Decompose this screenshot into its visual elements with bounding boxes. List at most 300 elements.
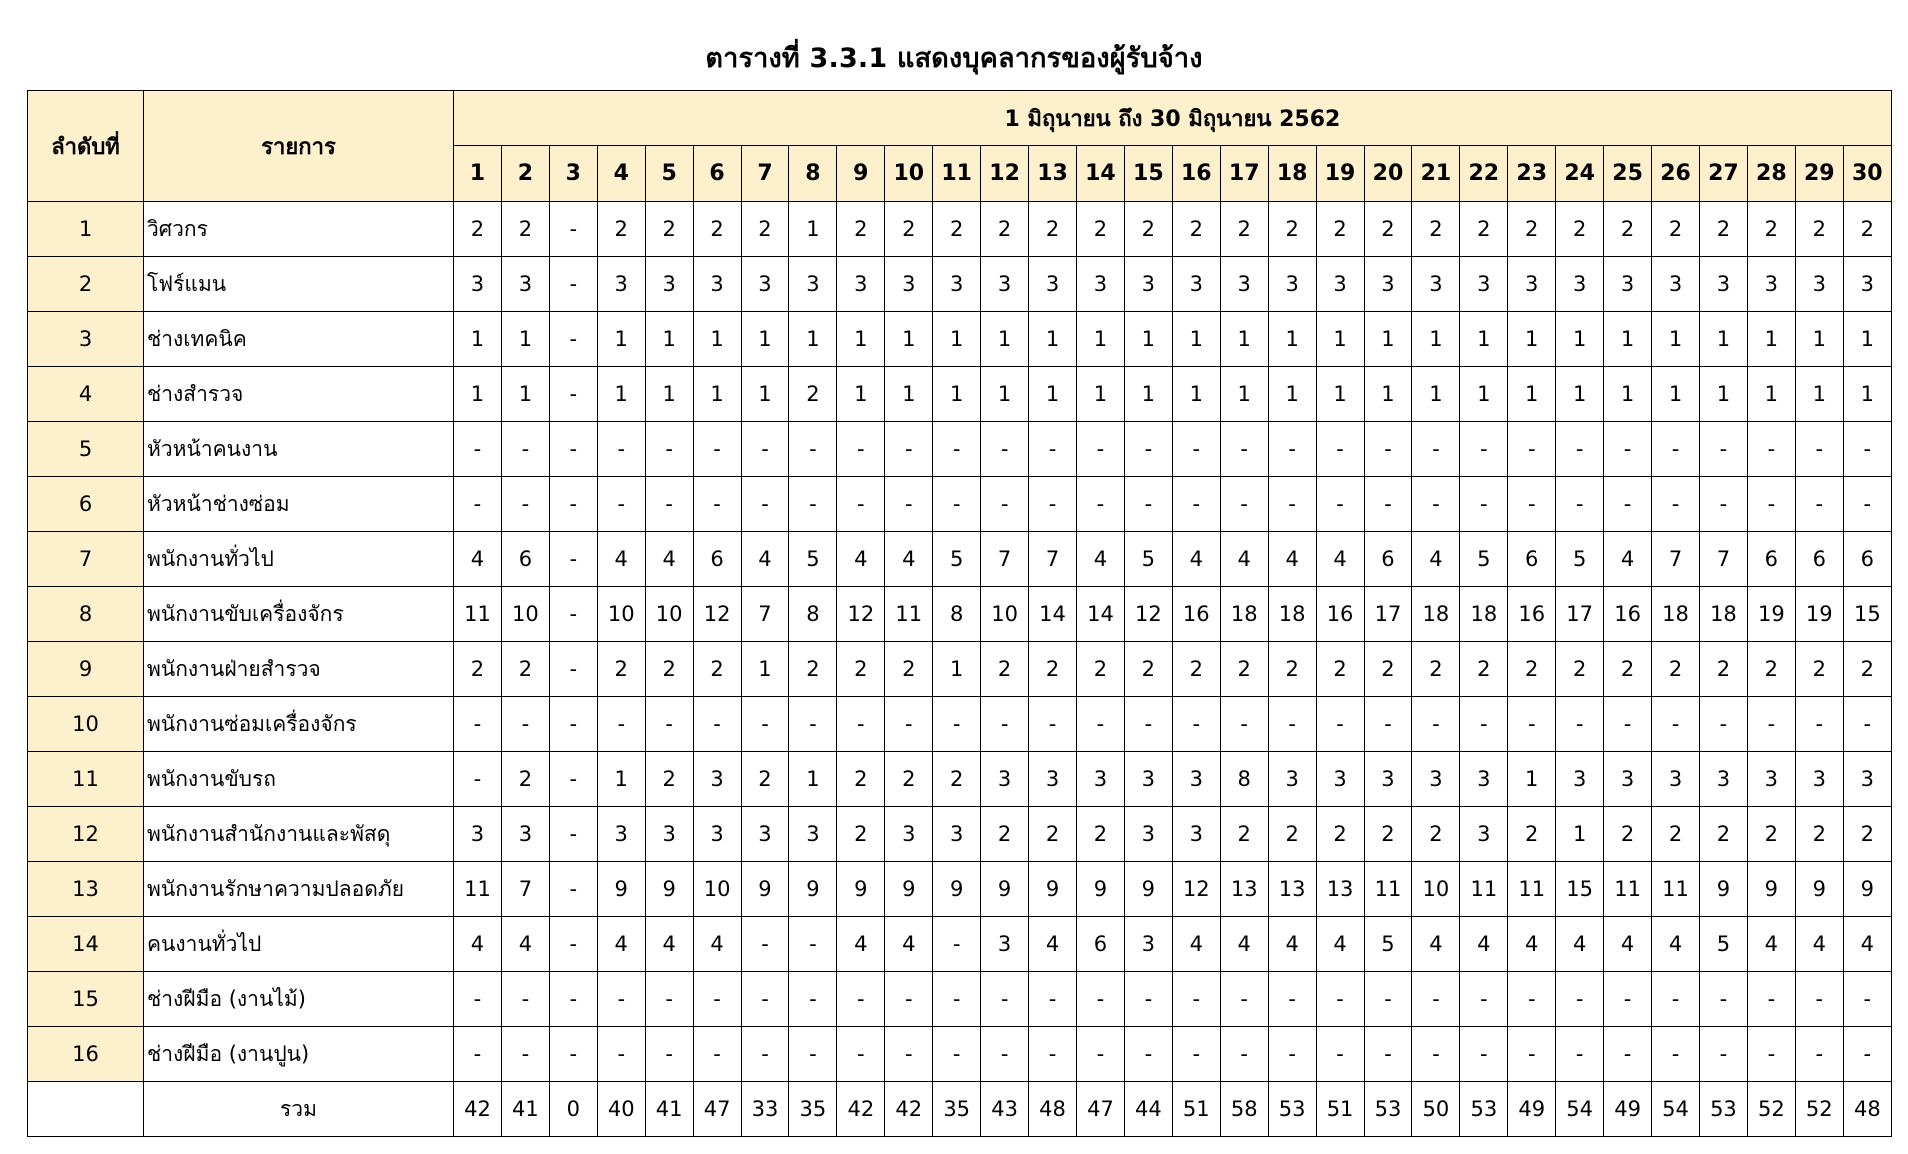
day-value-cell: 19 bbox=[1747, 587, 1795, 642]
day-value-cell: - bbox=[1604, 972, 1652, 1027]
day-value-cell: - bbox=[549, 862, 597, 917]
day-value-cell: 15 bbox=[1556, 862, 1604, 917]
day-value-cell: - bbox=[1220, 422, 1268, 477]
table-row bbox=[28, 972, 1892, 1027]
day-value-cell: 12 bbox=[1124, 587, 1172, 642]
day-value-cell: 18 bbox=[1412, 587, 1460, 642]
day-header-5: 5 bbox=[645, 146, 693, 202]
day-value-cell: 2 bbox=[645, 642, 693, 697]
day-value-cell: 1 bbox=[789, 312, 837, 367]
day-value-cell: 3 bbox=[1843, 257, 1891, 312]
day-value-cell: 11 bbox=[885, 587, 933, 642]
row-seq: 5 bbox=[28, 422, 144, 477]
day-value-cell: - bbox=[837, 422, 885, 477]
day-value-cell: 10 bbox=[981, 587, 1029, 642]
day-value-cell: 2 bbox=[789, 367, 837, 422]
day-value-cell: 9 bbox=[981, 862, 1029, 917]
day-value-cell: - bbox=[1699, 1027, 1747, 1082]
day-value-cell: 3 bbox=[1604, 257, 1652, 312]
day-value-cell: 2 bbox=[693, 642, 741, 697]
day-value-cell: 3 bbox=[1364, 257, 1412, 312]
day-value-cell: 1 bbox=[1172, 312, 1220, 367]
day-value-cell: 2 bbox=[1652, 202, 1700, 257]
day-value-cell: 3 bbox=[1316, 257, 1364, 312]
day-value-cell: 7 bbox=[1652, 532, 1700, 587]
day-value-cell: - bbox=[1364, 697, 1412, 752]
day-value-cell: 3 bbox=[1268, 752, 1316, 807]
day-value-cell: - bbox=[1412, 477, 1460, 532]
day-value-cell: 1 bbox=[1076, 367, 1124, 422]
day-value-cell: 1 bbox=[1556, 367, 1604, 422]
day-value-cell: 11 bbox=[1364, 862, 1412, 917]
day-value-cell: - bbox=[454, 697, 502, 752]
day-value-cell: - bbox=[1268, 477, 1316, 532]
day-value-cell: 4 bbox=[1747, 917, 1795, 972]
row-seq: 16 bbox=[28, 1027, 144, 1082]
day-header-20: 20 bbox=[1364, 146, 1412, 202]
row-seq: 11 bbox=[28, 752, 144, 807]
day-value-cell: - bbox=[1652, 1027, 1700, 1082]
day-value-cell: 4 bbox=[1172, 917, 1220, 972]
total-value-cell: 41 bbox=[645, 1082, 693, 1137]
table-row bbox=[28, 1027, 1892, 1082]
table-row bbox=[28, 697, 1892, 752]
day-header-6: 6 bbox=[693, 146, 741, 202]
row-name: พนักงานสำนักงานและพัสดุ bbox=[144, 807, 454, 862]
day-value-cell: 2 bbox=[454, 642, 502, 697]
day-value-cell: 5 bbox=[1124, 532, 1172, 587]
day-value-cell: 2 bbox=[1268, 202, 1316, 257]
day-value-cell: 1 bbox=[1652, 367, 1700, 422]
day-value-cell: - bbox=[741, 697, 789, 752]
day-value-cell: 4 bbox=[885, 917, 933, 972]
day-value-cell: - bbox=[1124, 422, 1172, 477]
day-value-cell: 3 bbox=[1460, 752, 1508, 807]
day-value-cell: 1 bbox=[1412, 367, 1460, 422]
day-value-cell: 1 bbox=[1699, 367, 1747, 422]
table-row bbox=[28, 807, 1892, 862]
day-value-cell: - bbox=[1172, 422, 1220, 477]
day-value-cell: 14 bbox=[1029, 587, 1077, 642]
day-value-cell: 4 bbox=[1316, 917, 1364, 972]
day-value-cell: 4 bbox=[693, 917, 741, 972]
day-value-cell: 18 bbox=[1268, 587, 1316, 642]
day-value-cell: - bbox=[1268, 1027, 1316, 1082]
day-value-cell: 2 bbox=[1556, 642, 1604, 697]
row-name: วิศวกร bbox=[144, 202, 454, 257]
day-value-cell: 2 bbox=[1124, 642, 1172, 697]
day-value-cell: 3 bbox=[1029, 752, 1077, 807]
day-header-9: 9 bbox=[837, 146, 885, 202]
day-value-cell: 2 bbox=[1124, 202, 1172, 257]
day-value-cell: 9 bbox=[645, 862, 693, 917]
day-value-cell: - bbox=[454, 422, 502, 477]
day-value-cell: 2 bbox=[933, 752, 981, 807]
day-value-cell: 18 bbox=[1460, 587, 1508, 642]
day-value-cell: 2 bbox=[1076, 642, 1124, 697]
total-value-cell: 35 bbox=[933, 1082, 981, 1137]
day-value-cell: - bbox=[1843, 972, 1891, 1027]
day-value-cell: - bbox=[1460, 972, 1508, 1027]
day-value-cell: - bbox=[1172, 972, 1220, 1027]
day-value-cell: 9 bbox=[741, 862, 789, 917]
day-value-cell: - bbox=[1652, 477, 1700, 532]
day-value-cell: 2 bbox=[1843, 202, 1891, 257]
table-row bbox=[28, 587, 1892, 642]
day-value-cell: - bbox=[789, 697, 837, 752]
day-value-cell: - bbox=[1795, 972, 1843, 1027]
day-value-cell: 9 bbox=[1699, 862, 1747, 917]
day-value-cell: 3 bbox=[1556, 752, 1604, 807]
day-value-cell: 2 bbox=[1699, 202, 1747, 257]
day-value-cell: - bbox=[1699, 422, 1747, 477]
day-value-cell: 4 bbox=[1316, 532, 1364, 587]
day-header-19: 19 bbox=[1316, 146, 1364, 202]
day-value-cell: - bbox=[597, 422, 645, 477]
day-value-cell: 3 bbox=[1747, 752, 1795, 807]
day-value-cell: 11 bbox=[454, 862, 502, 917]
day-value-cell: - bbox=[645, 697, 693, 752]
day-value-cell: 10 bbox=[1412, 862, 1460, 917]
day-value-cell: 3 bbox=[693, 257, 741, 312]
day-value-cell: - bbox=[933, 1027, 981, 1082]
total-seq-blank bbox=[28, 1082, 144, 1137]
row-name: ช่างสำรวจ bbox=[144, 367, 454, 422]
day-value-cell: - bbox=[1556, 477, 1604, 532]
day-value-cell: - bbox=[1604, 1027, 1652, 1082]
table-row bbox=[28, 257, 1892, 312]
day-value-cell: 3 bbox=[933, 257, 981, 312]
day-value-cell: 2 bbox=[1220, 642, 1268, 697]
table-row bbox=[28, 312, 1892, 367]
day-value-cell: 3 bbox=[1747, 257, 1795, 312]
day-value-cell: 9 bbox=[837, 862, 885, 917]
day-value-cell: 1 bbox=[1364, 367, 1412, 422]
day-value-cell: 4 bbox=[1556, 917, 1604, 972]
day-value-cell: 1 bbox=[1795, 367, 1843, 422]
day-value-cell: 9 bbox=[597, 862, 645, 917]
day-value-cell: 3 bbox=[1508, 257, 1556, 312]
day-value-cell: - bbox=[645, 422, 693, 477]
day-value-cell: 4 bbox=[1460, 917, 1508, 972]
total-row bbox=[28, 1082, 1892, 1137]
day-value-cell: - bbox=[885, 697, 933, 752]
row-name: คนงานทั่วไป bbox=[144, 917, 454, 972]
day-value-cell: 3 bbox=[693, 807, 741, 862]
day-header-13: 13 bbox=[1029, 146, 1077, 202]
day-value-cell: - bbox=[789, 972, 837, 1027]
day-value-cell: 2 bbox=[837, 752, 885, 807]
row-seq: 4 bbox=[28, 367, 144, 422]
day-value-cell: 1 bbox=[1172, 367, 1220, 422]
total-value-cell: 42 bbox=[837, 1082, 885, 1137]
day-value-cell: 2 bbox=[1268, 642, 1316, 697]
total-label: รวม bbox=[144, 1082, 454, 1137]
day-value-cell: - bbox=[454, 752, 502, 807]
day-value-cell: 1 bbox=[1029, 312, 1077, 367]
day-value-cell: - bbox=[1124, 697, 1172, 752]
day-value-cell: 4 bbox=[741, 532, 789, 587]
day-value-cell: 4 bbox=[1076, 532, 1124, 587]
day-value-cell: 1 bbox=[1268, 312, 1316, 367]
day-value-cell: - bbox=[549, 642, 597, 697]
day-value-cell: - bbox=[1268, 697, 1316, 752]
day-value-cell: - bbox=[1747, 1027, 1795, 1082]
day-value-cell: 5 bbox=[1699, 917, 1747, 972]
day-value-cell: - bbox=[1843, 1027, 1891, 1082]
day-value-cell: 3 bbox=[1172, 752, 1220, 807]
day-value-cell: 2 bbox=[1029, 642, 1077, 697]
row-seq: 2 bbox=[28, 257, 144, 312]
day-value-cell: 3 bbox=[1699, 752, 1747, 807]
day-value-cell: - bbox=[454, 477, 502, 532]
day-value-cell: 12 bbox=[693, 587, 741, 642]
day-value-cell: 3 bbox=[1172, 257, 1220, 312]
day-value-cell: 2 bbox=[1604, 807, 1652, 862]
day-value-cell: 3 bbox=[1652, 752, 1700, 807]
day-header-15: 15 bbox=[1124, 146, 1172, 202]
day-value-cell: 2 bbox=[1412, 807, 1460, 862]
day-value-cell: 1 bbox=[981, 367, 1029, 422]
day-value-cell: 5 bbox=[933, 532, 981, 587]
day-value-cell: 3 bbox=[741, 807, 789, 862]
day-value-cell: 4 bbox=[597, 917, 645, 972]
day-value-cell: 1 bbox=[789, 202, 837, 257]
day-value-cell: 1 bbox=[1220, 367, 1268, 422]
day-value-cell: - bbox=[1556, 972, 1604, 1027]
row-seq: 7 bbox=[28, 532, 144, 587]
day-value-cell: 1 bbox=[1460, 312, 1508, 367]
day-value-cell: 6 bbox=[693, 532, 741, 587]
day-value-cell: - bbox=[981, 972, 1029, 1027]
day-value-cell: - bbox=[549, 752, 597, 807]
day-value-cell: - bbox=[1029, 972, 1077, 1027]
day-value-cell: 3 bbox=[1652, 257, 1700, 312]
day-value-cell: 2 bbox=[501, 642, 549, 697]
day-value-cell: 2 bbox=[837, 807, 885, 862]
day-value-cell: 1 bbox=[454, 312, 502, 367]
day-value-cell: - bbox=[1795, 422, 1843, 477]
day-value-cell: 12 bbox=[837, 587, 885, 642]
day-value-cell: - bbox=[549, 1027, 597, 1082]
day-value-cell: 2 bbox=[1795, 807, 1843, 862]
day-value-cell: - bbox=[549, 202, 597, 257]
day-header-12: 12 bbox=[981, 146, 1029, 202]
day-value-cell: 4 bbox=[837, 532, 885, 587]
day-value-cell: 4 bbox=[1412, 532, 1460, 587]
day-value-cell: 3 bbox=[454, 807, 502, 862]
day-value-cell: 4 bbox=[1172, 532, 1220, 587]
day-value-cell: - bbox=[933, 422, 981, 477]
day-header-1: 1 bbox=[454, 146, 502, 202]
day-header-18: 18 bbox=[1268, 146, 1316, 202]
day-value-cell: 4 bbox=[454, 532, 502, 587]
day-value-cell: 1 bbox=[1747, 312, 1795, 367]
day-value-cell: - bbox=[1460, 477, 1508, 532]
total-value-cell: 50 bbox=[1412, 1082, 1460, 1137]
day-value-cell: 4 bbox=[1220, 917, 1268, 972]
day-value-cell: 2 bbox=[501, 752, 549, 807]
day-value-cell: 2 bbox=[1172, 202, 1220, 257]
day-value-cell: - bbox=[789, 422, 837, 477]
total-value-cell: 42 bbox=[454, 1082, 502, 1137]
day-value-cell: 9 bbox=[1029, 862, 1077, 917]
day-value-cell: 10 bbox=[501, 587, 549, 642]
row-seq: 12 bbox=[28, 807, 144, 862]
day-value-cell: - bbox=[501, 697, 549, 752]
day-value-cell: - bbox=[1508, 1027, 1556, 1082]
day-value-cell: 3 bbox=[597, 807, 645, 862]
day-value-cell: - bbox=[1604, 697, 1652, 752]
row-seq: 9 bbox=[28, 642, 144, 697]
day-value-cell: 2 bbox=[1316, 807, 1364, 862]
day-value-cell: - bbox=[597, 972, 645, 1027]
day-value-cell: - bbox=[789, 917, 837, 972]
day-value-cell: 11 bbox=[1460, 862, 1508, 917]
day-value-cell: - bbox=[1076, 697, 1124, 752]
day-value-cell: 2 bbox=[597, 202, 645, 257]
total-value-cell: 40 bbox=[597, 1082, 645, 1137]
day-value-cell: 3 bbox=[981, 917, 1029, 972]
day-value-cell: 3 bbox=[1076, 752, 1124, 807]
table-row bbox=[28, 367, 1892, 422]
day-value-cell: - bbox=[549, 697, 597, 752]
day-value-cell: 9 bbox=[1843, 862, 1891, 917]
total-value-cell: 54 bbox=[1652, 1082, 1700, 1137]
day-value-cell: 13 bbox=[1316, 862, 1364, 917]
day-value-cell: 3 bbox=[933, 807, 981, 862]
day-value-cell: 2 bbox=[501, 202, 549, 257]
total-value-cell: 47 bbox=[1076, 1082, 1124, 1137]
day-value-cell: 2 bbox=[741, 752, 789, 807]
table-row bbox=[28, 862, 1892, 917]
day-value-cell: - bbox=[1029, 422, 1077, 477]
day-value-cell: - bbox=[1220, 972, 1268, 1027]
day-value-cell: - bbox=[1747, 477, 1795, 532]
day-value-cell: 3 bbox=[597, 257, 645, 312]
day-value-cell: - bbox=[1124, 477, 1172, 532]
day-value-cell: - bbox=[933, 972, 981, 1027]
day-value-cell: 1 bbox=[693, 312, 741, 367]
row-name: ช่างเทคนิค bbox=[144, 312, 454, 367]
day-value-cell: - bbox=[549, 477, 597, 532]
day-value-cell: - bbox=[1316, 1027, 1364, 1082]
day-value-cell: 2 bbox=[597, 642, 645, 697]
day-value-cell: 2 bbox=[741, 202, 789, 257]
day-value-cell: 1 bbox=[837, 367, 885, 422]
day-header-23: 23 bbox=[1508, 146, 1556, 202]
day-value-cell: 1 bbox=[1604, 312, 1652, 367]
day-value-cell: - bbox=[549, 257, 597, 312]
day-value-cell: - bbox=[1076, 422, 1124, 477]
day-header-26: 26 bbox=[1652, 146, 1700, 202]
day-value-cell: 1 bbox=[885, 312, 933, 367]
day-value-cell: - bbox=[549, 917, 597, 972]
day-header-17: 17 bbox=[1220, 146, 1268, 202]
day-value-cell: 3 bbox=[1460, 807, 1508, 862]
day-value-cell: 2 bbox=[1364, 807, 1412, 862]
day-value-cell: - bbox=[1220, 697, 1268, 752]
day-value-cell: - bbox=[1699, 477, 1747, 532]
day-value-cell: 3 bbox=[837, 257, 885, 312]
day-value-cell: 18 bbox=[1699, 587, 1747, 642]
day-value-cell: - bbox=[1268, 972, 1316, 1027]
day-value-cell: 2 bbox=[1029, 202, 1077, 257]
day-value-cell: - bbox=[1508, 972, 1556, 1027]
day-value-cell: 2 bbox=[1412, 642, 1460, 697]
day-value-cell: - bbox=[1029, 697, 1077, 752]
day-value-cell: - bbox=[981, 477, 1029, 532]
day-value-cell: - bbox=[1460, 697, 1508, 752]
day-value-cell: - bbox=[1652, 972, 1700, 1027]
row-seq: 14 bbox=[28, 917, 144, 972]
day-value-cell: - bbox=[1652, 697, 1700, 752]
day-value-cell: - bbox=[549, 972, 597, 1027]
day-value-cell: - bbox=[837, 972, 885, 1027]
day-value-cell: 2 bbox=[1076, 202, 1124, 257]
day-value-cell: 3 bbox=[1124, 807, 1172, 862]
day-value-cell: 12 bbox=[1172, 862, 1220, 917]
day-value-cell: 3 bbox=[981, 257, 1029, 312]
day-value-cell: 8 bbox=[1220, 752, 1268, 807]
day-value-cell: - bbox=[837, 1027, 885, 1082]
day-value-cell: 2 bbox=[837, 202, 885, 257]
day-value-cell: 6 bbox=[1508, 532, 1556, 587]
day-value-cell: 10 bbox=[693, 862, 741, 917]
seq-header: ลำดับที่ bbox=[28, 91, 144, 202]
day-value-cell: - bbox=[933, 697, 981, 752]
day-value-cell: 9 bbox=[1076, 862, 1124, 917]
day-value-cell: 2 bbox=[1172, 642, 1220, 697]
row-name: หัวหน้าช่างซ่อม bbox=[144, 477, 454, 532]
day-header-4: 4 bbox=[597, 146, 645, 202]
day-value-cell: 4 bbox=[1604, 917, 1652, 972]
day-value-cell: 2 bbox=[837, 642, 885, 697]
row-name: ช่างฝีมือ (งานไม้) bbox=[144, 972, 454, 1027]
day-value-cell: 1 bbox=[933, 312, 981, 367]
day-value-cell: - bbox=[885, 972, 933, 1027]
day-header-14: 14 bbox=[1076, 146, 1124, 202]
day-value-cell: - bbox=[1508, 422, 1556, 477]
day-value-cell: - bbox=[454, 972, 502, 1027]
day-value-cell: 4 bbox=[1604, 532, 1652, 587]
day-value-cell: 1 bbox=[645, 367, 693, 422]
day-value-cell: - bbox=[1124, 1027, 1172, 1082]
day-value-cell: 1 bbox=[933, 367, 981, 422]
day-value-cell: 2 bbox=[1460, 642, 1508, 697]
total-value-cell: 58 bbox=[1220, 1082, 1268, 1137]
day-header-10: 10 bbox=[885, 146, 933, 202]
day-value-cell: 18 bbox=[1220, 587, 1268, 642]
day-value-cell: - bbox=[1652, 422, 1700, 477]
day-value-cell: 1 bbox=[1843, 367, 1891, 422]
table-row bbox=[28, 422, 1892, 477]
day-value-cell: 11 bbox=[1604, 862, 1652, 917]
day-value-cell: 6 bbox=[1843, 532, 1891, 587]
day-value-cell: 3 bbox=[1268, 257, 1316, 312]
day-value-cell: 4 bbox=[885, 532, 933, 587]
day-value-cell: 1 bbox=[1412, 312, 1460, 367]
day-value-cell: - bbox=[741, 1027, 789, 1082]
day-value-cell: 1 bbox=[454, 367, 502, 422]
day-value-cell: 2 bbox=[1364, 202, 1412, 257]
day-value-cell: 13 bbox=[1220, 862, 1268, 917]
total-value-cell: 47 bbox=[693, 1082, 741, 1137]
day-value-cell: 3 bbox=[981, 752, 1029, 807]
day-value-cell: - bbox=[1795, 697, 1843, 752]
total-value-cell: 51 bbox=[1316, 1082, 1364, 1137]
day-value-cell: 16 bbox=[1604, 587, 1652, 642]
